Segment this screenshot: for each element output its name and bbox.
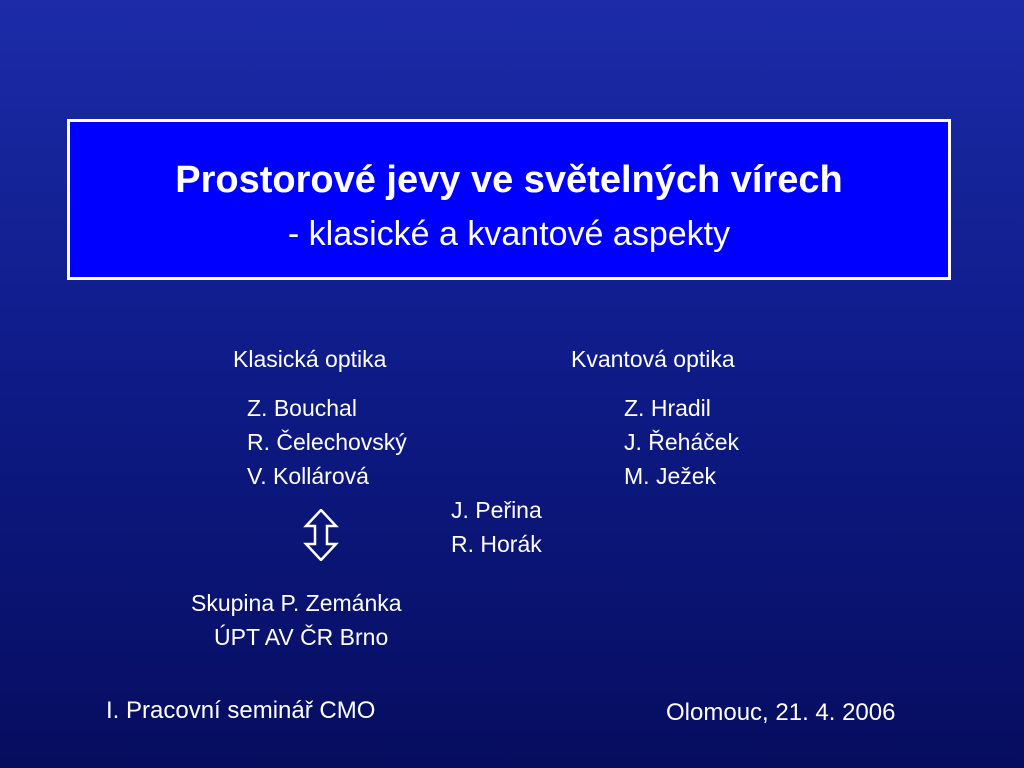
quantum-author: J. Řeháček (624, 429, 740, 455)
classical-author: Z. Bouchal (247, 395, 357, 421)
classical-author: V. Kollárová (247, 463, 369, 489)
group-institute: ÚPT AV ČR Brno (214, 624, 389, 650)
shared-author: J. Peřina (451, 497, 542, 523)
shared-author: R. Horák (451, 531, 542, 557)
footer-place-date: Olomouc, 21. 4. 2006 (666, 699, 896, 726)
quantum-optics-heading: Kvantová optika (571, 346, 735, 372)
group-name: Skupina P. Zemánka (191, 590, 402, 616)
slide-subtitle: - klasické a kvantové aspekty (287, 215, 731, 253)
title-box (67, 119, 951, 280)
classical-author: R. Čelechovský (247, 429, 407, 455)
double-headed-vertical-arrow-icon (303, 509, 339, 561)
quantum-author: Z. Hradil (624, 395, 711, 421)
slide-title: Prostorové jevy ve světelných vírech (175, 159, 843, 201)
quantum-author: M. Ježek (624, 463, 717, 489)
classical-optics-heading: Klasická optika (233, 346, 387, 372)
footer-event: I. Pracovní seminář CMO (106, 697, 376, 724)
